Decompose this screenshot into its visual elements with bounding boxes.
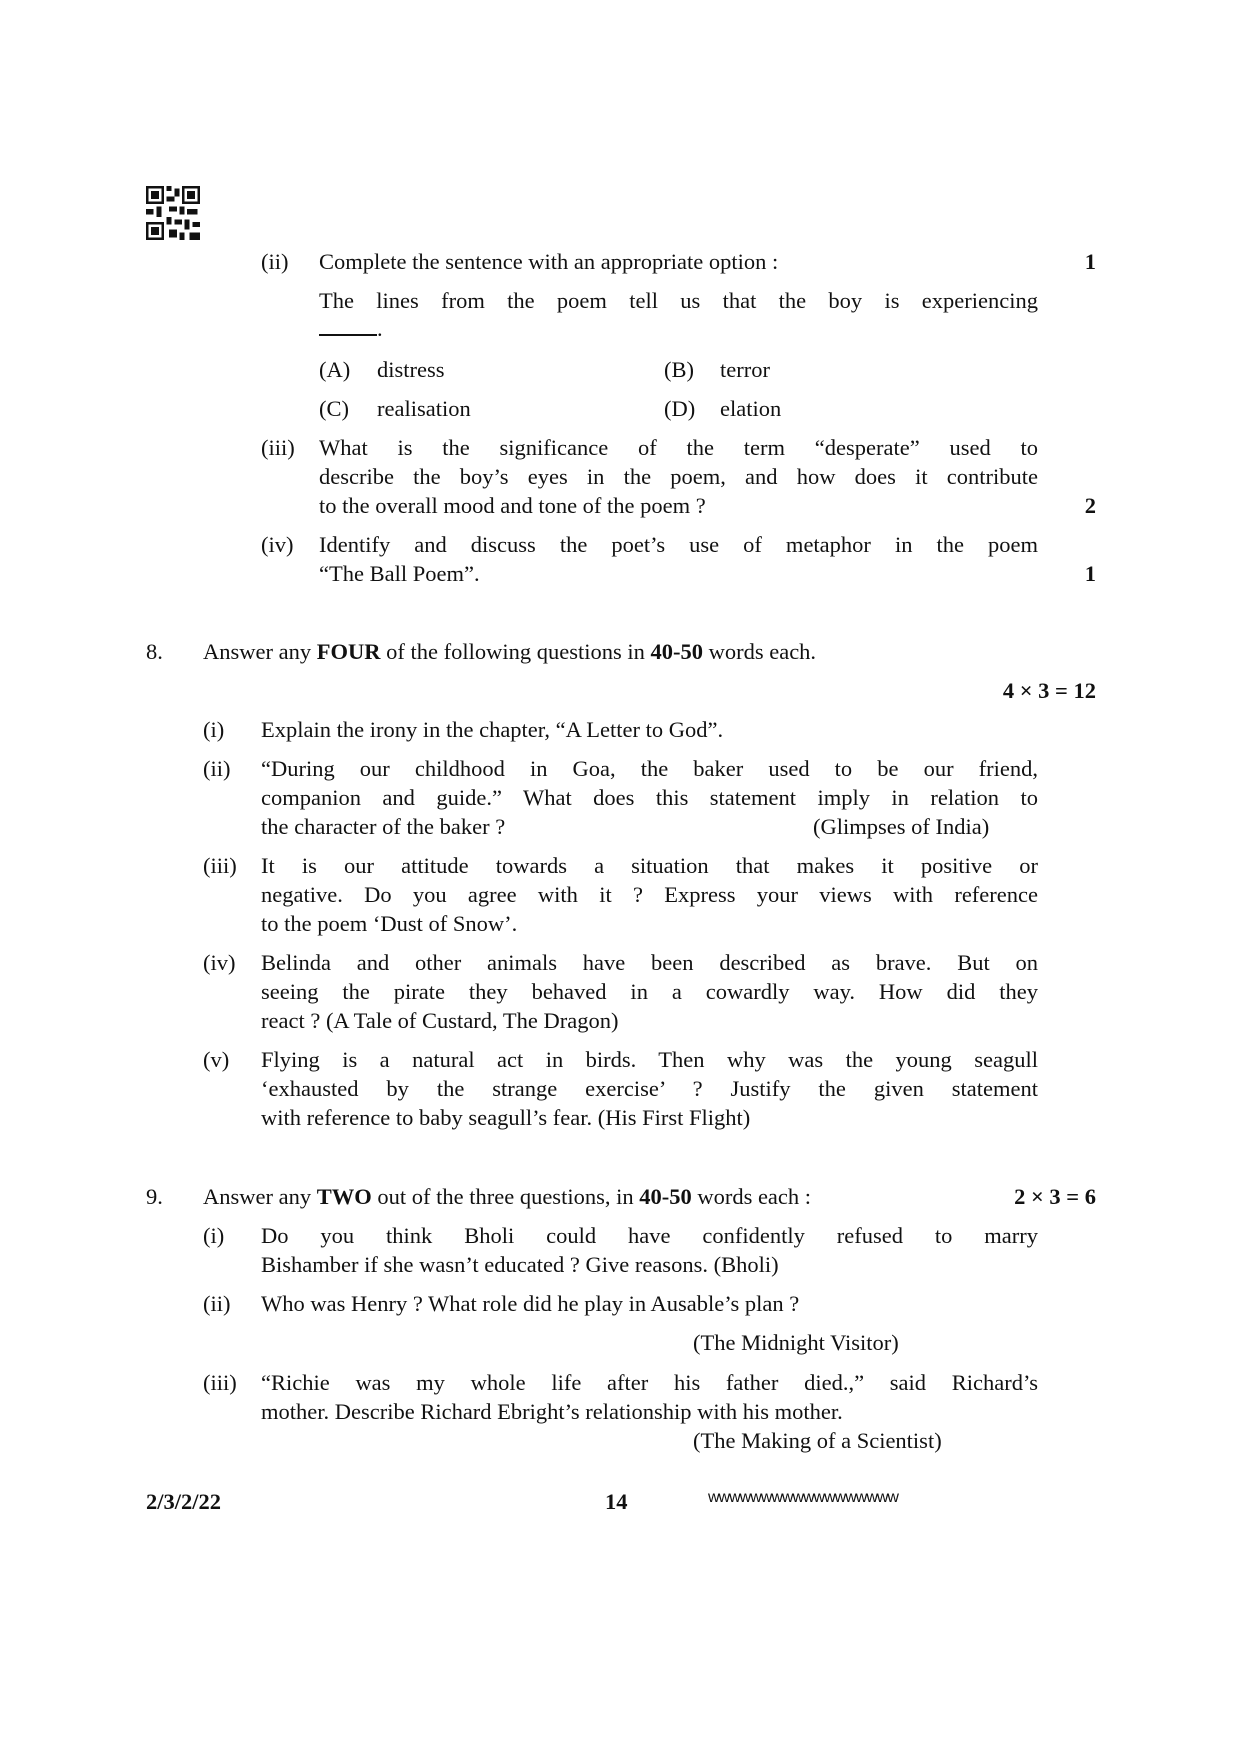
- q8-intro-text: words each.: [702, 639, 817, 664]
- q9-i-line: Bishamber if she wasn’t educated ? Give reasons. (Bholi): [261, 1252, 779, 1277]
- q7-iv-number: (iv): [261, 532, 294, 557]
- q9-ii-line: Who was Henry ? What role did he play in Ausable’s plan ?: [261, 1291, 800, 1316]
- q8-iv-line: seeing the pirate they behaved in a cowardly way. How did they: [261, 979, 1038, 1004]
- q9-i-line: Do you think Bholi could have confidently refused to marry: [261, 1223, 1038, 1248]
- q9-intro-words: 40-50: [639, 1184, 692, 1209]
- q9-iii-line: mother. Describe Richard Ebright’s relationship with his mother.: [261, 1399, 843, 1424]
- option-d-label: (D): [664, 396, 696, 421]
- q7-iii-line: What is the significance of the term “desperate” used to: [319, 435, 1038, 460]
- q8-iv-line: Belinda and other animals have been described as brave. But on: [261, 950, 1038, 975]
- q8-iii-line: negative. Do you agree with it ? Express your views with reference: [261, 882, 1038, 907]
- qr-code-icon: [146, 186, 200, 240]
- q8-ii-line: the character of the baker ?: [261, 814, 506, 839]
- option-c-label: (C): [319, 396, 349, 421]
- q8-iv-number: (iv): [203, 950, 236, 975]
- q8-intro-count: FOUR: [316, 639, 381, 664]
- q7-iv-line: “The Ball Poem”.: [319, 561, 480, 586]
- q8-intro-words: 40-50: [650, 639, 703, 664]
- option-b-text: terror: [720, 357, 770, 382]
- q8-v-number: (v): [203, 1047, 230, 1072]
- option-a-text: distress: [377, 357, 445, 382]
- q7-ii-blank: [319, 314, 383, 343]
- q9-iii-number: (iii): [203, 1370, 237, 1395]
- q8-ii-line: companion and guide.” What does this statement imply in relation to: [261, 785, 1038, 810]
- option-d-text: elation: [720, 396, 782, 421]
- q8-i-line: Explain the irony in the chapter, “A Letter to God”.: [261, 717, 724, 742]
- q8-ii-number: (ii): [203, 756, 231, 781]
- q9-intro: [203, 1182, 811, 1211]
- q9-intro-text: out of the three questions, in: [371, 1184, 640, 1209]
- q7-iii-line: describe the boy’s eyes in the poem, and how does it contribute: [319, 464, 1038, 489]
- q8-intro-text: of the following questions in: [380, 639, 651, 664]
- q8-i-number: (i): [203, 717, 225, 742]
- q8-iii-line: It is our attitude towards a situation that makes it positive or: [261, 853, 1038, 878]
- q9-number: 9.: [146, 1184, 163, 1209]
- q8-iv-line: react ? (A Tale of Custard, The Dragon): [261, 1008, 619, 1033]
- q9-iii-reference: (The Making of a Scientist): [693, 1428, 942, 1453]
- option-c-text: realisation: [377, 396, 471, 421]
- q9-intro-text: words each :: [691, 1184, 812, 1209]
- q7-ii-number: (ii): [261, 249, 289, 274]
- q8-v-line: ‘exhausted by the strange exercise’ ? Justify the given statement: [261, 1076, 1038, 1101]
- q7-ii-stem-end: .: [377, 316, 383, 341]
- q9-iii-line: “Richie was my whole life after his father died.,” said Richard’s: [261, 1370, 1038, 1395]
- q7-iv-marks: 1: [1084, 561, 1096, 586]
- q9-ii-reference: (The Midnight Visitor): [693, 1330, 899, 1355]
- q7-iii-number: (iii): [261, 435, 295, 460]
- q8-iii-line: to the poem ‘Dust of Snow’.: [261, 911, 518, 936]
- q7-iv-line: Identify and discuss the poet’s use of metaphor in the poem: [319, 532, 1038, 557]
- q9-intro-count: TWO: [316, 1184, 372, 1209]
- q8-v-line: with reference to baby seagull’s fear. (His First Flight): [261, 1105, 751, 1130]
- q9-marks: 2 × 3 = 6: [1014, 1184, 1096, 1209]
- answer-blank: [319, 314, 377, 336]
- q7-iii-marks: 2: [1084, 493, 1096, 518]
- q7-ii-marks: 1: [1084, 249, 1096, 274]
- q7-ii-text: Complete the sentence with an appropriate option :: [319, 249, 779, 274]
- footer-paper-code: 2/3/2/22: [146, 1489, 222, 1514]
- q9-intro-text: Answer any: [203, 1184, 317, 1209]
- footer-page-number: 14: [605, 1489, 628, 1514]
- option-b-label: (B): [664, 357, 694, 382]
- q8-ii-reference: (Glimpses of India): [813, 814, 990, 839]
- footer-wavy-mark: wwwwwwwwwwwwwwwwww: [708, 1489, 898, 1506]
- q8-v-line: Flying is a natural act in birds. Then why was the young seagull: [261, 1047, 1038, 1072]
- q9-i-number: (i): [203, 1223, 225, 1248]
- q7-iii-line: to the overall mood and tone of the poem ?: [319, 493, 706, 518]
- q8-marks: 4 × 3 = 12: [1002, 678, 1096, 703]
- q7-ii-stem: The lines from the poem tell us that the boy is experiencing: [319, 288, 1038, 313]
- q9-ii-number: (ii): [203, 1291, 231, 1316]
- q8-intro-text: Answer any: [203, 639, 317, 664]
- q8-iii-number: (iii): [203, 853, 237, 878]
- q8-ii-line: “During our childhood in Goa, the baker used to be our friend,: [261, 756, 1038, 781]
- q8-number: 8.: [146, 639, 163, 664]
- q8-intro: [203, 637, 816, 666]
- option-a-label: (A): [319, 357, 351, 382]
